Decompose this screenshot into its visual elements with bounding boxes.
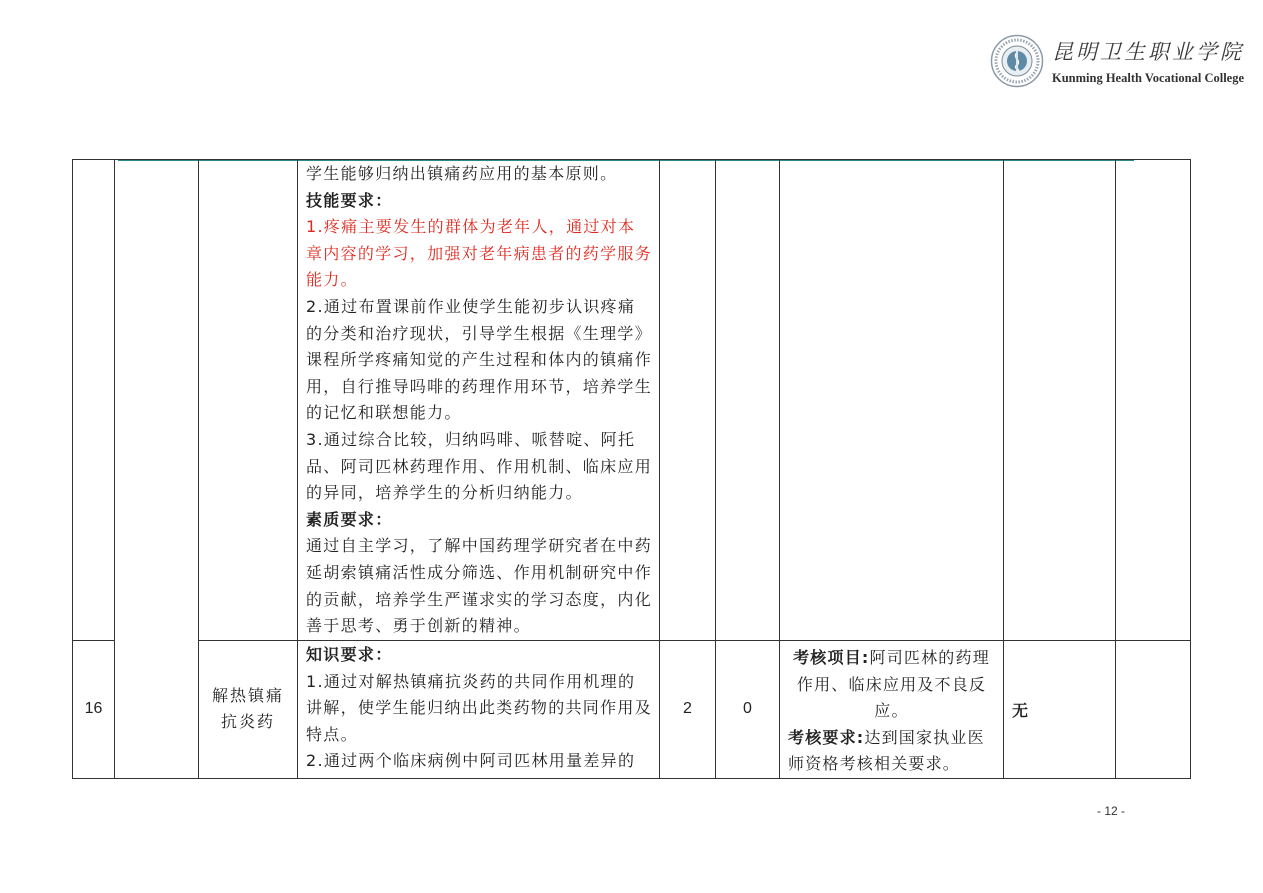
college-logo [990, 32, 1245, 90]
table-row [73, 160, 1191, 641]
topic-name: 解热镇痛抗炎药 [212, 686, 285, 732]
section-heading: 技能要求： [306, 190, 393, 210]
section-heading: 素质要求： [306, 509, 393, 529]
assessment-item-label: 考核项目: [793, 648, 870, 667]
row-index: 16 [73, 641, 115, 779]
paragraph: 1.通过对解热镇痛抗炎药的共同作用机理的讲解，使学生能归纳出此类药物的共同作用及特点。 [306, 671, 653, 744]
theory-hours: 2 [660, 641, 716, 779]
requirements-cell [298, 160, 660, 641]
paragraph: 2.通过两个临床病例中阿司匹林用量差异的 [306, 751, 636, 771]
requirements-text [298, 641, 659, 775]
assessment-cell [780, 641, 1004, 779]
section-heading: 知识要求： [306, 645, 393, 664]
assessment-cell [780, 160, 1004, 641]
topic-cell [199, 641, 298, 779]
assessment-item-text: 阿司匹林的药理作用、临床应用及不良反应。 [796, 648, 990, 720]
practice-hours-cell [716, 160, 780, 641]
paragraph: 3.通过综合比较，归纳吗啡、哌替啶、阿托品、阿司匹林药理作用、作用机制、临床应用的异同，培养学生的分析归纳能力。 [306, 429, 653, 503]
notes-cell [1116, 160, 1191, 641]
assessment-req-label: 考核要求: [788, 727, 865, 747]
theory-hours-cell [660, 160, 716, 641]
requirements-cell [298, 641, 660, 779]
other-value: 无 [1004, 641, 1116, 779]
table-row [73, 641, 1191, 779]
chapter-cell [115, 160, 199, 779]
syllabus-table [72, 159, 1191, 779]
paragraph: 学生能够归纳出镇痛药应用的基本原则。 [306, 164, 618, 183]
college-name-chinese: 昆明卫生职业学院 [1052, 40, 1244, 64]
paragraph: 1.疼痛主要发生的群体为老年人，通过对本章内容的学习，加强对老年病患者的药学服务能力。 [306, 217, 653, 290]
college-name-english: Kunming Health Vocational College [1052, 71, 1245, 85]
notes-cell [1116, 641, 1191, 779]
paragraph: 2.通过布置课前作业使学生能初步认识疼痛的分类和治疗现状，引导学生根据《生理学》课程所学疼痛知觉的产生过程和体内的镇痛作用，自行推导吗啡的药理作用环节，培养学生的记忆和联想能力。 [306, 296, 653, 423]
topic-cell [199, 160, 298, 641]
assessment-req-text: 达到国家执业医师资格考核相关要求。 [788, 727, 985, 773]
assessment-text [780, 641, 1003, 778]
requirements-text [298, 160, 659, 640]
index-cell [73, 160, 115, 641]
other-cell [1004, 160, 1116, 641]
college-seal-icon [990, 34, 1044, 88]
practice-hours: 0 [716, 641, 780, 779]
page-number: - 12 - [1097, 804, 1126, 818]
paragraph: 通过自主学习，了解中国药理学研究者在中药延胡索镇痛活性成分筛选、作用机制研究中作的贡献，培养学生严谨求实的学习态度，内化善于思考、勇于创新的精神。 [306, 536, 653, 636]
